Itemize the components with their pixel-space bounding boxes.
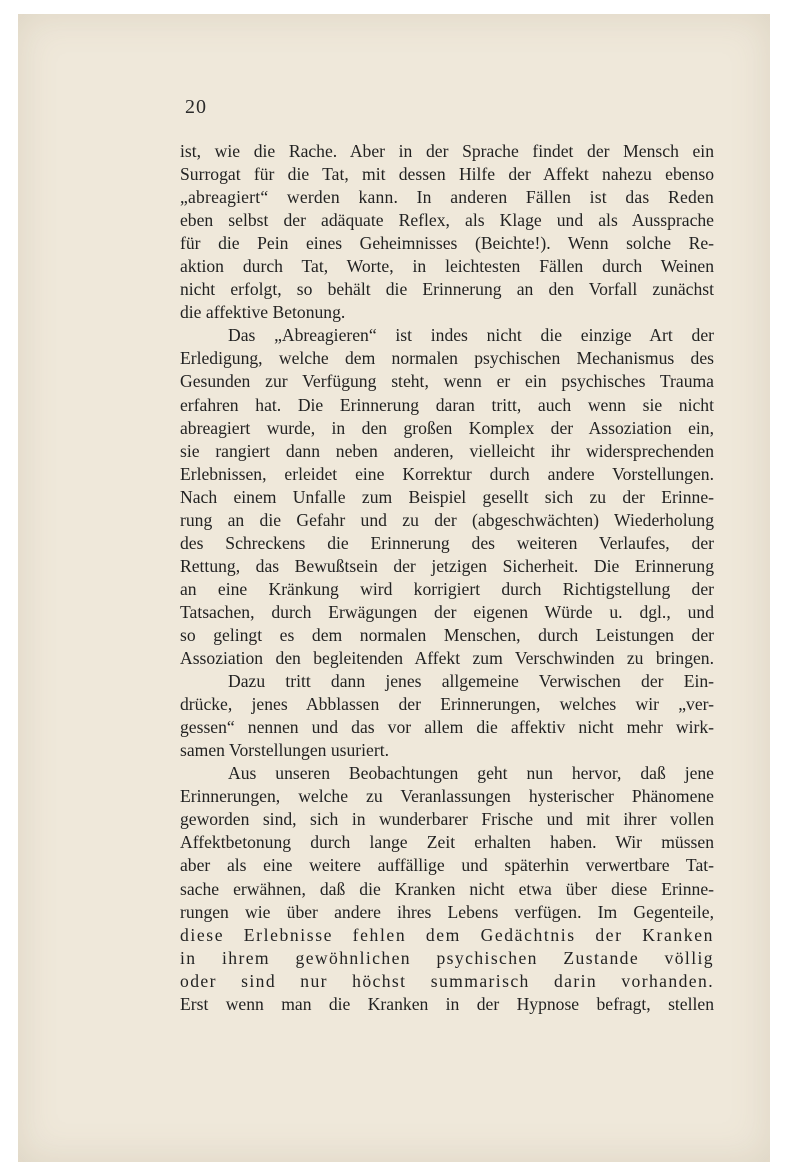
text-line: geworden sind, sich in wunderbarer Frische und mit ihrer vollen (180, 809, 714, 830)
text-line: samen Vorstellungen usuriert. (180, 740, 389, 761)
text-line: eben selbst der adäquate Reflex, als Klage und als Aussprache (180, 210, 714, 231)
text-line: rungen wie über andere ihres Lebens verfügen. Im Gegenteile, (180, 901, 714, 922)
text-line: Gesunden zur Verfügung steht, wenn er ein psychisches Trauma (180, 371, 714, 392)
text-line: nicht erfolgt, so behält die Erinnerung an den Vorfall zunächst (180, 279, 714, 300)
text-line: oder sind nur höchst summarisch darin vorhanden. (180, 970, 714, 991)
text-line: Erledigung, welche dem normalen psychischen Mechanismus des (180, 348, 714, 369)
text-line: gessen“ nennen und das vor allem die affektiv nicht mehr wirk- (180, 717, 714, 738)
text-line: „abreagiert“ werden kann. In anderen Fällen ist das Reden (180, 187, 714, 208)
text-line: Surrogat für die Tat, mit dessen Hilfe der Affekt nahezu ebenso (180, 164, 714, 185)
body-text (180, 140, 714, 1016)
text-line: erfahren hat. Die Erinnerung daran tritt, auch wenn sie nicht (180, 394, 714, 415)
text-line: rung an die Gefahr und zu der (abgeschwächten) Wiederholung (180, 509, 714, 530)
text-line: Tatsachen, durch Erwägungen der eigenen Würde u. dgl., und (180, 601, 714, 622)
text-line: aber als eine weitere auffällige und späterhin verwertbare Tat- (180, 855, 714, 876)
text-line: in ihrem gewöhnlichen psychischen Zustande völlig (180, 947, 714, 968)
text-line: Das „Abreagieren“ ist indes nicht die einzige Art der (228, 325, 714, 346)
text-line: diese Erlebnisse fehlen dem Gedächtnis der Kranken (180, 924, 714, 945)
text-line: sache erwähnen, daß die Kranken nicht etwa über diese Erinne- (180, 878, 714, 899)
page-number: 20 (185, 96, 207, 118)
text-line: so gelingt es dem normalen Menschen, durch Leistungen der (180, 624, 714, 645)
text-line: aktion durch Tat, Worte, in leichtesten Fällen durch Weinen (180, 256, 714, 277)
text-line: drücke, jenes Abblassen der Erinnerungen, welches wir „ver- (180, 694, 714, 715)
text-line: Assoziation den begleitenden Affekt zum Verschwinden zu bringen. (180, 648, 714, 669)
text-line: Rettung, das Bewußtsein der jetzigen Sicherheit. Die Erinnerung (180, 555, 714, 576)
text-line: Erlebnissen, erleidet eine Korrektur durch andere Vorstellungen. (180, 463, 714, 484)
text-line: des Schreckens die Erinnerung des weiteren Verlaufes, der (180, 532, 714, 553)
text-line: Aus unseren Beobachtungen geht nun hervor, daß jene (228, 763, 714, 784)
text-line: Erst wenn man die Kranken in der Hypnose befragt, stellen (180, 993, 714, 1014)
text-line: Affektbetonung durch lange Zeit erhalten haben. Wir müssen (180, 832, 714, 853)
text-line: Erinnerungen, welche zu Veranlassungen hysterischer Phänomene (180, 786, 714, 807)
text-line: sie rangiert dann neben anderen, vielleicht ihr widersprechenden (180, 440, 714, 461)
text-line: Dazu tritt dann jenes allgemeine Verwischen der Ein- (228, 671, 714, 692)
text-line: Nach einem Unfalle zum Beispiel gesellt sich zu der Erinne- (180, 486, 714, 507)
text-line: für die Pein eines Geheimnisses (Beichte!). Wenn solche Re- (180, 233, 714, 254)
text-line: abreagiert wurde, in den großen Komplex der Assoziation ein, (180, 417, 714, 438)
text-line: ist, wie die Rache. Aber in der Sprache findet der Mensch ein (180, 141, 714, 161)
text-line: die affektive Betonung. (180, 302, 346, 323)
text-line: an eine Kränkung wird korrigiert durch Richtigstellung der (180, 578, 714, 599)
